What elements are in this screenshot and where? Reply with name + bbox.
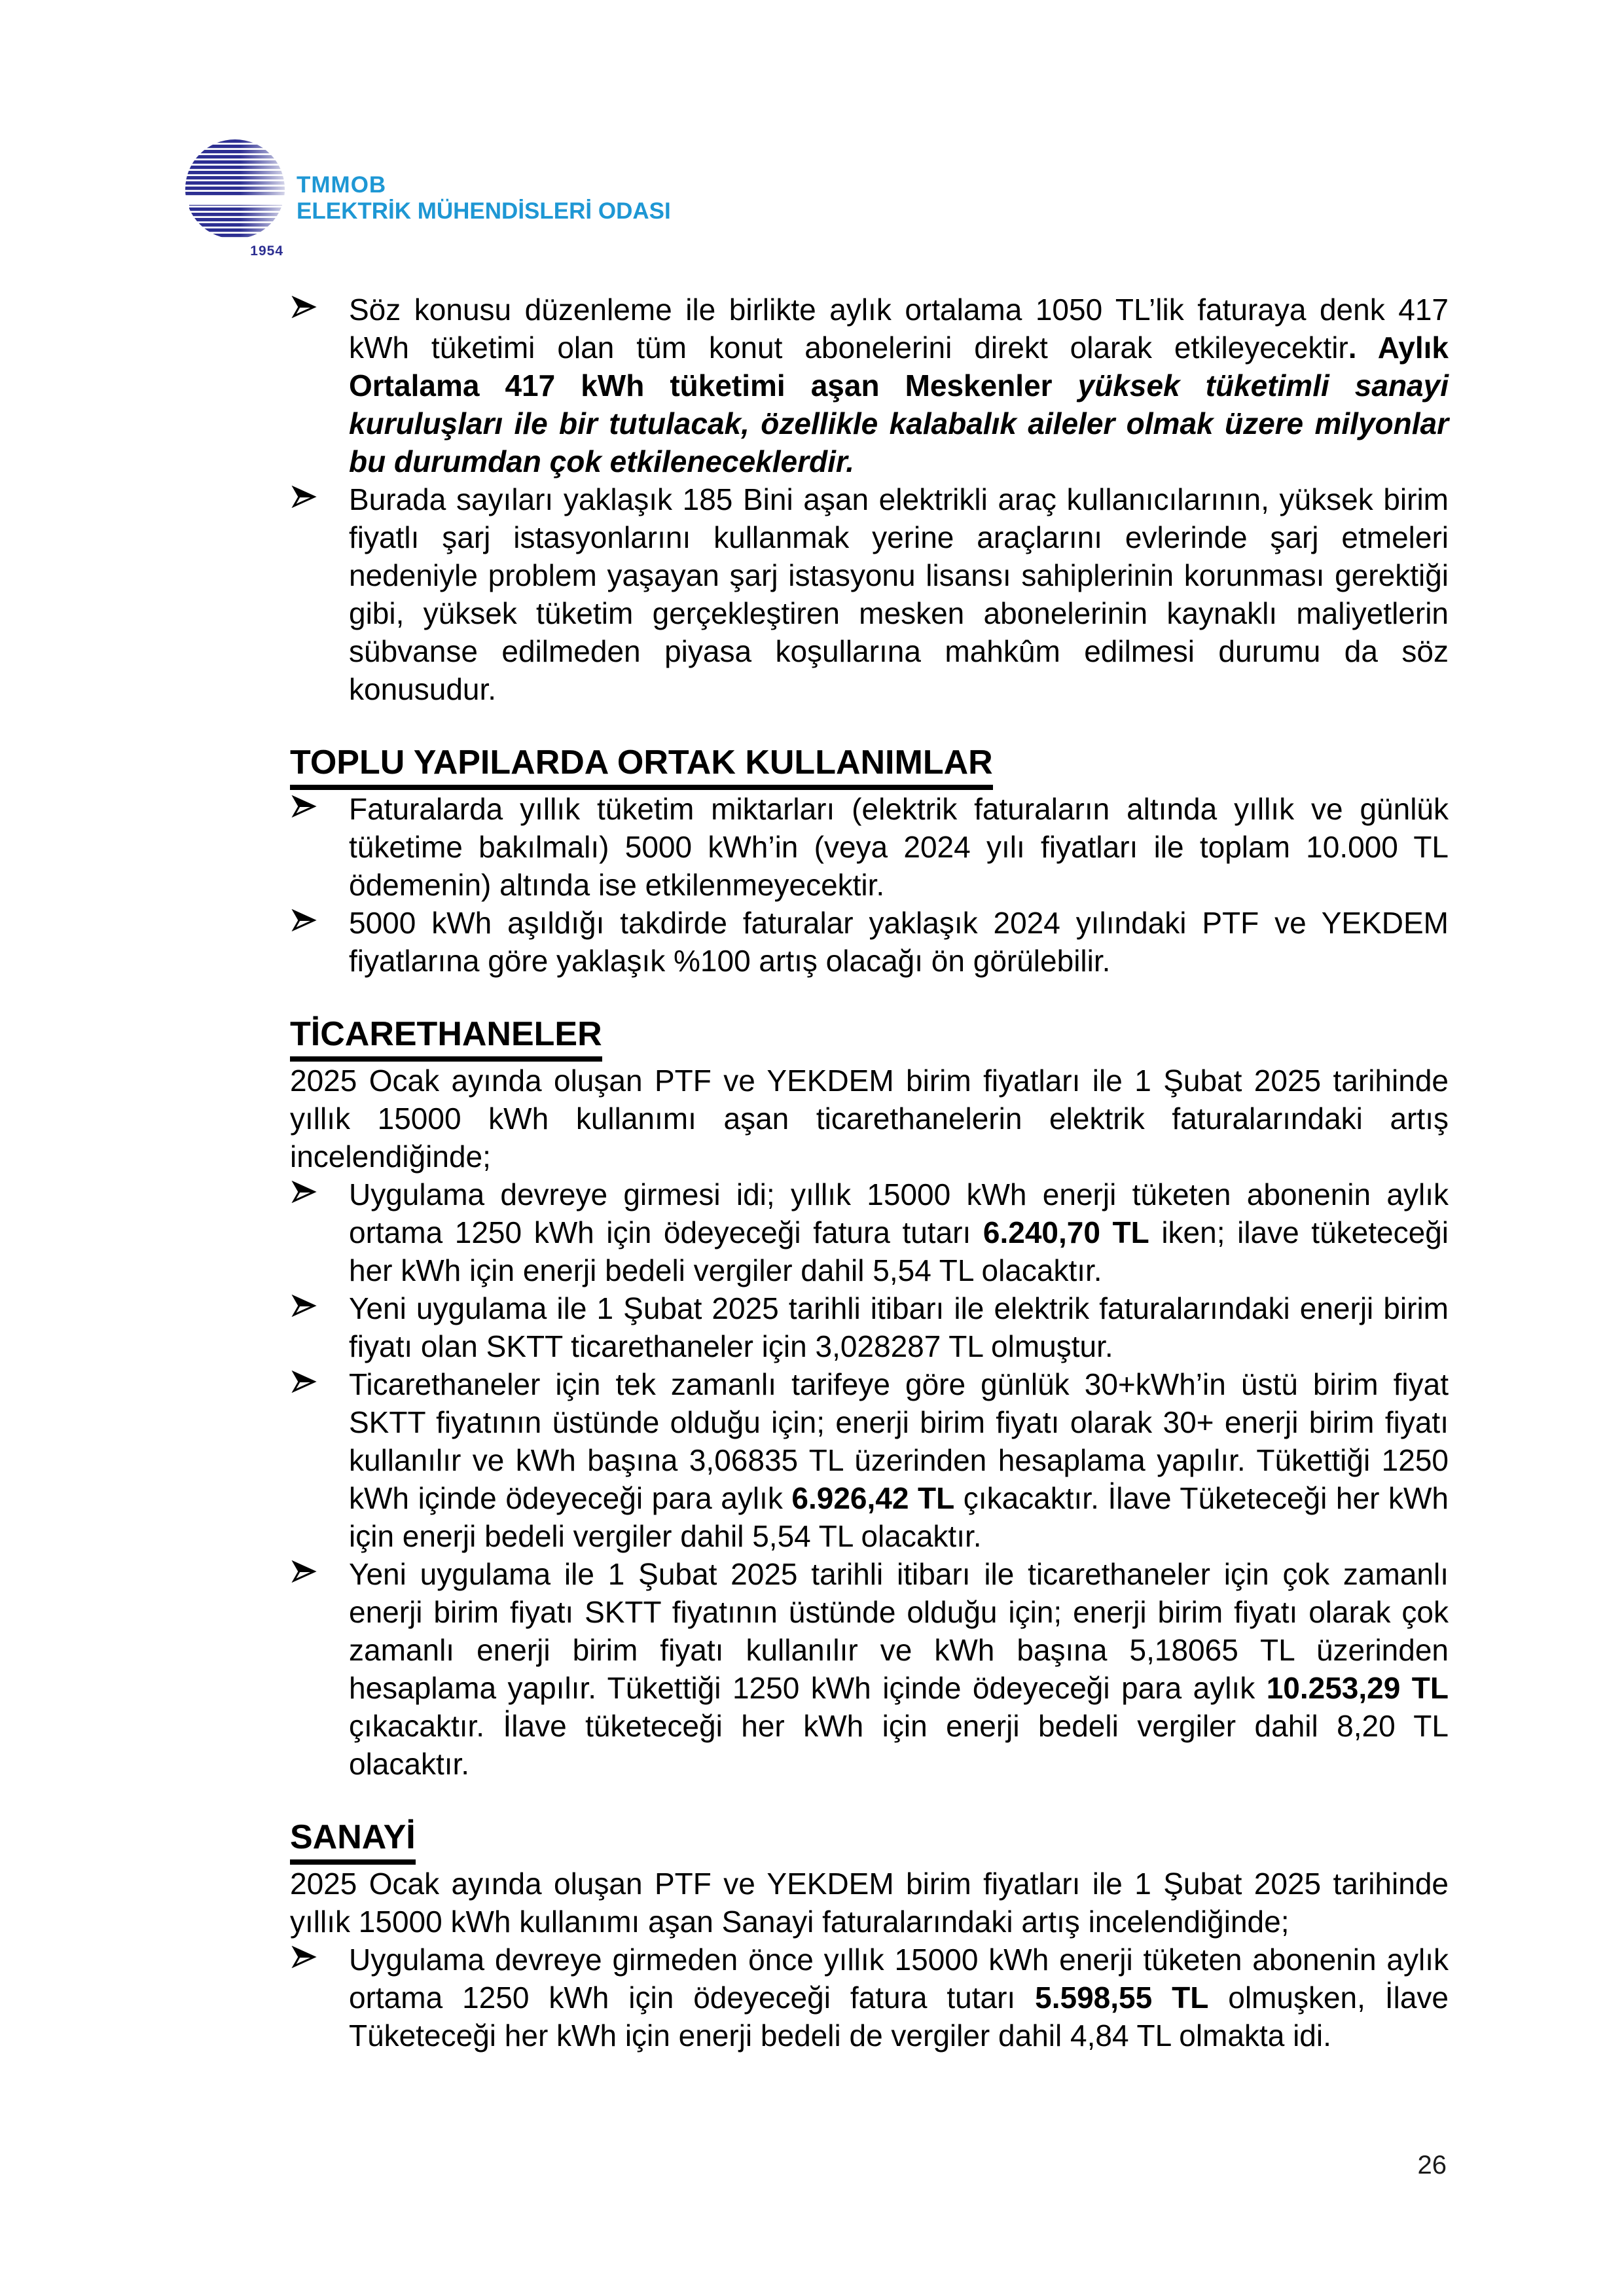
section-heading-text: TİCARETHANELER (290, 1015, 602, 1062)
section-heading (290, 1818, 1449, 1865)
arrow-bullet-icon (291, 296, 317, 318)
emo-logo (185, 139, 671, 259)
section-heading-text: TOPLU YAPILARDA ORTAK KULLANIMLAR (290, 744, 993, 790)
list-item (290, 1365, 1449, 1555)
text-run: Burada sayıları yaklaşık 185 Bini aşan elektrikli araç kullanıcılarının, yüksek birim fiyatlı şarj istasyonlarını kullanmak yerine araçlarını evlerinde şarj etmeleri nedeniyle problem yaşayan şarj istasyonu lisansı sahiplerinin korunması gerektiği gibi, yüksek tüketim gerçekleştiren mesken abonelerinin kaynaklı maliyetlerin sübvanse edilmeden piyasa koşullarına mahkûm edilmesi durumu da söz konusudur. (349, 482, 1449, 706)
list-item (290, 904, 1449, 980)
logo-org-name: ELEKTRİK MÜHENDİSLERİ ODASI (297, 198, 671, 224)
paragraph (290, 1062, 1449, 1175)
text-run: 5.598,55 TL (1035, 1981, 1209, 2015)
emo-globe (185, 139, 285, 259)
text-run: Ticarethaneler için tek zamanlı tarifeye göre günlük 30+kWh’in üstü birim fiyat SKTT fiyatının üstünde olduğu için; enerji birim fiyatı olarak 30+ enerji birim fiyatı kullanılır ve kWh başına 3,06835 TL üzerinden hesaplama yapılır. Tükettiği 1250 kWh içinde ödeyeceği para aylık (349, 1367, 1449, 1515)
arrow-bullet (291, 1560, 317, 1583)
list-item (290, 291, 1449, 480)
arrow-bullet-icon (291, 1181, 317, 1203)
text-run: 6.926,42 TL (791, 1481, 955, 1515)
text-run: çıkacaktır. İlave tüketeceği her kWh için enerji bedeli vergiler dahil 8,20 TL olacaktır. (349, 1709, 1449, 1781)
arrow-bullet (291, 1295, 317, 1317)
bullet-list (290, 291, 1449, 708)
text-run: Yeni uygulama ile 1 Şubat 2025 tarihli itibarı ile ticarethaneler için çok zamanlı enerji birim fiyatı SKTT fiyatının üstünde olduğu için; enerji birim fiyatı olarak çok zamanlı enerji birim fiyatı kullanılır ve kWh başına 5,18065 TL üzerinden hesaplama yapılır. Tükettiği 1250 kWh içinde ödeyeceği para aylık (349, 1557, 1449, 1705)
arrow-bullet-icon (291, 1295, 317, 1317)
text-run: Söz konusu düzenleme ile birlikte aylık ortalama 1050 TL’lik faturaya denk 417 kWh tüketimi olan tüm konut abonelerini direkt olarak etkileyecektir (349, 293, 1449, 365)
section-heading-text: SANAYİ (290, 1818, 416, 1865)
arrow-bullet (291, 486, 317, 508)
arrow-bullet-icon (291, 486, 317, 508)
text-run: Uygulama devreye girmesi idi; yıllık 15000 kWh enerji tüketen abonenin aylık ortama 1250 kWh için ödeyeceği fatura tutarı (349, 1177, 1449, 1249)
text-run: yüksek tüketimli sanayi kuruluşları ile bir tutulacak, özellikle kalabalık aileler olmak üzere milyonlar bu durumdan çok etkileneceklerdir. (349, 368, 1449, 478)
text-run: Yeni uygulama ile 1 Şubat 2025 tarihli itibarı ile elektrik faturalarındaki enerji birim fiyatı olan SKTT ticarethaneler için 3,028287 TL olmuştur. (349, 1291, 1449, 1363)
bullet-list (290, 1941, 1449, 2054)
page-number: 26 (1417, 2151, 1447, 2179)
arrow-bullet (291, 909, 317, 931)
text-run: 5000 kWh aşıldığı takdirde faturalar yaklaşık 2024 yılındaki PTF ve YEKDEM fiyatlarına göre yaklaşık %100 artış olacağı ön görülebilir. (349, 906, 1449, 978)
logo-year: 1954 (250, 243, 283, 259)
text-run: 2025 Ocak ayında oluşan PTF ve YEKDEM birim fiyatları ile 1 Şubat 2025 tarihinde yıllık 15000 kWh kullanımı aşan ticarethanelerin elektrik faturalarındaki artış incelendiğinde; (290, 1064, 1449, 1174)
bullet-list (290, 790, 1449, 980)
arrow-bullet (291, 296, 317, 318)
list-item (290, 1175, 1449, 1289)
logo-text (297, 172, 671, 259)
paragraph (290, 1865, 1449, 1941)
document-body (290, 291, 1449, 2054)
arrow-bullet-icon (291, 1946, 317, 1968)
text-run: Uygulama devreye girmeden önce yıllık 15000 kWh enerji tüketen abonenin aylık ortama 1250 kWh için ödeyeceği fatura tutarı (349, 1943, 1449, 2015)
text-run: Aylık Ortalama 417 kWh tüketimi aşan Meskenler (349, 331, 1449, 403)
arrow-bullet (291, 795, 317, 817)
text-run: olmuşken, İlave Tüketeceği her kWh için enerji bedeli de vergiler dahil 4,84 TL olmakta idi. (349, 1981, 1449, 2053)
text-run: Faturalarda yıllık tüketim miktarları (elektrik faturaların altında yıllık ve günlük tüketime bakılmalı) 5000 kWh’in (veya 2024 yılı fiyatları ile toplam 10.000 TL ödemenin) altında ise etkilenmeyecektir. (349, 792, 1449, 902)
text-run: . (1348, 331, 1378, 365)
bullet-list (290, 1175, 1449, 1783)
arrow-bullet-icon (291, 1371, 317, 1393)
list-item (290, 1289, 1449, 1365)
arrow-bullet-icon (291, 1560, 317, 1583)
list-item (290, 1941, 1449, 2054)
text-run: iken; ilave tüketeceği her kWh için enerji bedeli vergiler dahil 5,54 TL olacaktır. (349, 1215, 1449, 1287)
list-item (290, 1555, 1449, 1783)
arrow-bullet-icon (291, 909, 317, 931)
text-run: 2025 Ocak ayında oluşan PTF ve YEKDEM birim fiyatları ile 1 Şubat 2025 tarihinde yıllık 15000 kWh kullanımı aşan Sanayi faturalarındaki artış incelendiğinde; (290, 1867, 1449, 1939)
emo-globe-icon (185, 139, 285, 239)
text-run: 10.253,29 TL (1266, 1671, 1449, 1705)
section-heading (290, 1015, 1449, 1062)
arrow-bullet (291, 1371, 317, 1393)
list-item (290, 480, 1449, 708)
arrow-bullet-icon (291, 795, 317, 817)
logo-org-title: TMMOB (297, 172, 387, 198)
text-run: 6.240,70 TL (983, 1215, 1149, 1249)
arrow-bullet (291, 1181, 317, 1203)
arrow-bullet (291, 1946, 317, 1968)
section-heading (290, 744, 1449, 790)
list-item (290, 790, 1449, 904)
text-run: çıkacaktır. İlave Tüketeceği her kWh için enerji bedeli vergiler dahil 5,54 TL olacaktır. (349, 1481, 1449, 1553)
